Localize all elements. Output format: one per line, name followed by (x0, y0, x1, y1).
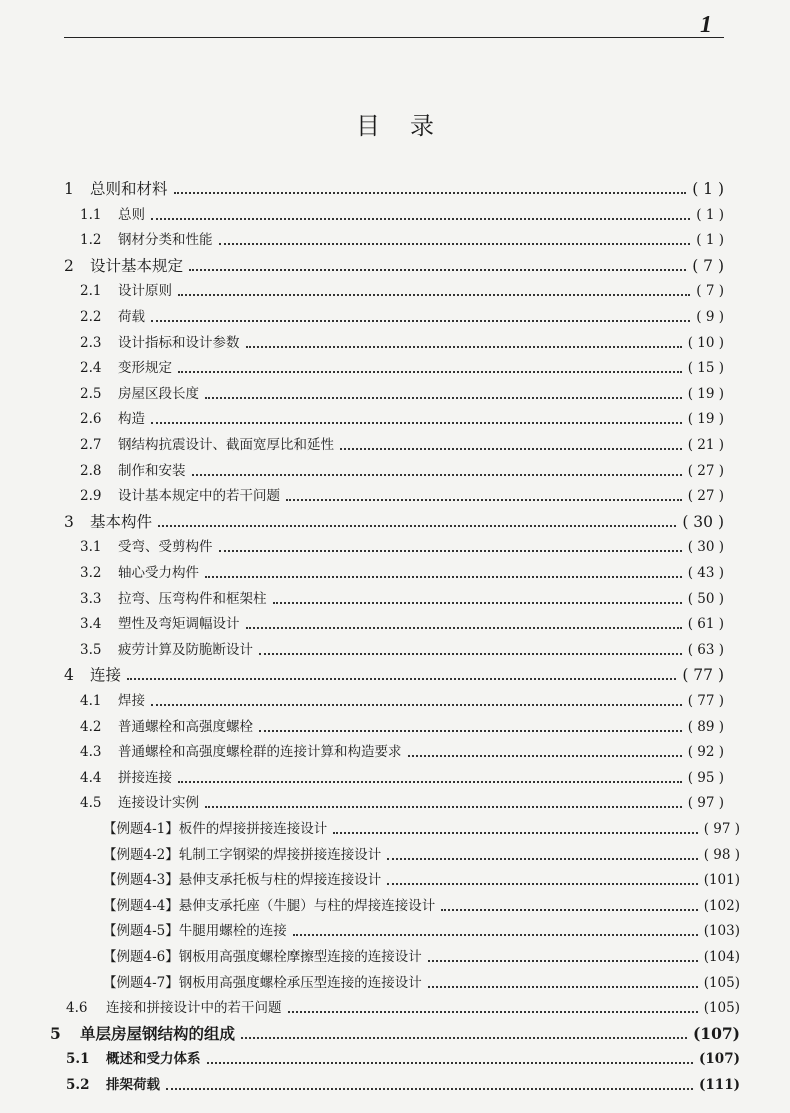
toc-entry-page: ( 1 ) (696, 232, 724, 249)
toc-entry-number: 2.1 (80, 283, 102, 300)
toc-entry-page: ( 21 ) (687, 437, 724, 453)
toc-entry-title: 【例题4-1】板件的焊接拼接连接设计 (103, 821, 328, 837)
toc-entry-number: 2.5 (80, 385, 102, 402)
toc-entry-page: ( 27 ) (687, 488, 724, 505)
toc-entry-title: 普通螺栓和高强度螺栓群的连接计算和构造要求 (118, 744, 402, 761)
dot-leader (387, 883, 697, 885)
toc-entry-number: 4 (64, 666, 74, 685)
toc-entry-title: 钢结构抗震设计、截面宽厚比和延性 (118, 437, 334, 453)
dot-leader (246, 346, 682, 348)
toc-entry-title: 连接 (90, 666, 122, 685)
toc-entry-page: ( 77 ) (682, 666, 724, 685)
toc-entry-title: 塑性及弯矩调幅设计 (118, 616, 240, 633)
toc-entry-page: (111) (699, 1077, 740, 1093)
toc-entry-page: ( 27 ) (687, 462, 724, 479)
toc-entry[interactable] (80, 305, 724, 329)
toc-entry-page: (104) (703, 949, 740, 965)
toc-entry-number: 3.1 (80, 539, 102, 556)
toc-entry-number: 2 (64, 256, 74, 275)
toc-entry-number: 3.3 (80, 590, 102, 607)
toc-entry-title: 基本构件 (90, 512, 153, 531)
toc-entry-title: 普通螺栓和高强度螺栓 (118, 718, 253, 735)
toc-entry[interactable] (80, 203, 724, 227)
toc-entry[interactable] (80, 279, 724, 303)
dot-leader (207, 1062, 694, 1064)
toc-entry-number: 5.1 (66, 1051, 90, 1068)
toc-entry-title: 变形规定 (118, 360, 172, 377)
toc-entry-page: ( 98 ) (703, 846, 740, 863)
dot-leader (178, 781, 682, 783)
toc-entry-title: 设计指标和设计参数 (118, 334, 240, 351)
toc-entry-title: 疲劳计算及防脆断设计 (118, 641, 253, 658)
header-rule (64, 37, 724, 38)
dot-leader (241, 1037, 687, 1039)
toc-entry-number: 1 (64, 180, 74, 198)
toc-entry-page: ( 89 ) (687, 718, 724, 735)
toc-entry-page: ( 97 ) (703, 821, 740, 837)
toc-entry-page: ( 19 ) (687, 385, 724, 402)
toc-entry[interactable] (64, 177, 724, 201)
toc-entry-number: 4.4 (80, 769, 102, 786)
toc-entry[interactable] (80, 459, 724, 483)
toc-entry[interactable] (64, 510, 724, 534)
toc-entry-number: 4.2 (80, 718, 102, 735)
dot-leader (178, 371, 682, 373)
toc-entry-title: 拼接连接 (118, 769, 172, 786)
toc-entry-title: 【例题4-5】牛腿用螺栓的连接 (103, 923, 287, 940)
toc-entry-title: 【例题4-3】悬伸支承托板与柱的焊接连接设计 (103, 872, 382, 889)
toc-entry[interactable] (64, 663, 724, 687)
toc-entry-number: 3 (64, 512, 74, 531)
toc-entry-number: 4.3 (80, 744, 102, 761)
toc-entry-title: 设计原则 (118, 283, 172, 300)
toc-entry[interactable] (80, 382, 724, 406)
dot-leader (189, 269, 686, 271)
toc-entry-title: 制作和安装 (118, 462, 186, 479)
toc-entry[interactable] (80, 791, 724, 815)
dot-leader (127, 678, 676, 680)
dot-leader (151, 422, 682, 424)
toc-entry[interactable] (80, 356, 724, 380)
toc-entry[interactable] (80, 484, 724, 508)
toc-entry-page: (103) (703, 923, 740, 940)
dot-leader (205, 397, 682, 399)
toc-title: 目录 (356, 112, 464, 140)
toc-entry-number: 2.4 (80, 360, 102, 377)
toc-entry-number: 3.5 (80, 641, 102, 658)
toc-entry-page: (101) (703, 872, 740, 889)
toc-entry-number: 2.9 (80, 488, 102, 505)
toc-entry-title: 构造 (118, 411, 145, 428)
dot-leader (151, 320, 690, 322)
toc-entry-title: 连接和拼接设计中的若干问题 (106, 1000, 282, 1017)
toc-entry-page: (105) (703, 974, 740, 991)
toc-entry-number: 1.2 (80, 232, 102, 249)
dot-leader (288, 1011, 698, 1013)
toc-entry-title: 房屋区段长度 (118, 385, 199, 402)
toc-entry[interactable] (80, 331, 724, 355)
dot-leader (246, 627, 682, 629)
toc-entry-title: 钢材分类和性能 (118, 232, 213, 249)
toc-entry-number: 5.2 (66, 1077, 90, 1093)
toc-entry-page: ( 95 ) (687, 769, 724, 786)
toc-entry-page: ( 30 ) (682, 512, 724, 531)
toc-entry-page: ( 10 ) (687, 334, 724, 351)
toc-entry[interactable] (66, 1047, 740, 1071)
toc-entry-number: 2.8 (80, 462, 102, 479)
toc-entry-page: ( 43 ) (687, 565, 724, 581)
toc-entry-title: 【例题4-4】悬伸支承托座（牛腿）与柱的焊接连接设计 (103, 897, 436, 914)
dot-leader (219, 243, 691, 245)
dot-leader (178, 294, 690, 296)
toc-entry-title: 排架荷载 (106, 1077, 160, 1093)
dot-leader (205, 806, 682, 808)
toc-entry-number: 1.1 (80, 206, 102, 223)
dot-leader (259, 730, 682, 732)
toc-entry-page: ( 92 ) (687, 744, 724, 761)
toc-entry-title: 【例题4-6】钢板用高强度螺栓摩擦型连接的连接设计 (103, 949, 422, 965)
toc-entry[interactable] (66, 996, 740, 1020)
toc-entry[interactable] (80, 561, 724, 585)
toc-entry[interactable] (80, 433, 724, 457)
dot-leader (428, 986, 698, 988)
toc-entry-page: ( 61 ) (687, 616, 724, 633)
toc-entry-title: 总则 (118, 206, 145, 223)
toc-entry-title: 【例题4-2】轧制工字钢梁的焊接拼接连接设计 (103, 846, 382, 863)
dot-leader (286, 499, 682, 501)
dot-leader (387, 858, 697, 860)
dot-leader (340, 448, 682, 450)
toc-entry[interactable] (80, 638, 724, 662)
dot-leader (408, 755, 682, 757)
toc-entry-page: ( 97 ) (687, 795, 724, 812)
dot-leader (151, 704, 682, 706)
toc-entry[interactable] (80, 612, 724, 636)
toc-entry-title: 连接设计实例 (118, 795, 199, 812)
toc-entry-page: ( 50 ) (687, 590, 724, 607)
toc-entry-title: 概述和受力体系 (106, 1051, 201, 1068)
toc-entry[interactable] (103, 868, 740, 892)
toc-entry-number: 2.3 (80, 334, 102, 351)
toc-entry-number: 5 (50, 1023, 61, 1043)
toc-entry-title: 焊接 (118, 693, 145, 709)
toc-entry-page: (102) (703, 897, 740, 914)
toc-entry-number: 3.2 (80, 565, 102, 581)
toc-entry-page: ( 7 ) (696, 283, 724, 300)
toc-entry-number: 2.2 (80, 309, 102, 325)
dot-leader (192, 474, 682, 476)
toc-entry-title: 总则和材料 (90, 180, 168, 198)
toc-entry-number: 4.6 (66, 1000, 88, 1017)
toc-entry-title: 设计基本规定中的若干问题 (118, 488, 280, 505)
dot-leader (158, 525, 676, 527)
toc-entry[interactable] (103, 843, 740, 867)
toc-entry[interactable] (103, 817, 740, 841)
toc-entry-page: ( 77 ) (687, 693, 724, 709)
toc-entry-title: 轴心受力构件 (118, 565, 199, 581)
dot-leader (259, 653, 682, 655)
toc-entry-page: ( 19 ) (687, 411, 724, 428)
dot-leader (151, 218, 690, 220)
toc-entry-title: 单层房屋钢结构的组成 (80, 1023, 236, 1043)
toc-entry-title: 【例题4-7】钢板用高强度螺栓承压型连接的连接设计 (103, 974, 422, 991)
toc-entry[interactable] (80, 689, 724, 713)
toc-entry-page: ( 9 ) (696, 309, 724, 325)
toc-entry-title: 荷载 (118, 309, 145, 325)
toc-entry-title: 受弯、受剪构件 (118, 539, 213, 556)
toc-entry[interactable] (66, 1073, 740, 1097)
toc-entry[interactable] (80, 535, 724, 559)
toc-entry-page: ( 1 ) (696, 206, 724, 223)
dot-leader (333, 832, 697, 834)
dot-leader (205, 576, 682, 578)
toc-entry-number: 4.5 (80, 795, 102, 812)
toc-entry[interactable] (103, 919, 740, 943)
dot-leader (174, 192, 687, 194)
toc-entry-page: ( 7 ) (692, 256, 724, 275)
toc-entry[interactable] (80, 407, 724, 431)
toc-entry-page: ( 30 ) (687, 539, 724, 556)
dot-leader (166, 1088, 693, 1090)
dot-leader (273, 602, 682, 604)
toc-entry-number: 4.1 (80, 693, 102, 709)
toc-entry[interactable] (103, 971, 740, 995)
toc-entry-page: ( 1 ) (692, 180, 724, 198)
toc-entry[interactable] (103, 945, 740, 969)
toc-entry-title: 拉弯、压弯构件和框架柱 (118, 590, 267, 607)
toc-entry-number: 2.7 (80, 437, 102, 453)
toc-entry[interactable] (103, 894, 740, 918)
toc-entry[interactable] (50, 1022, 740, 1046)
toc-entry[interactable] (80, 228, 724, 252)
toc-entry[interactable] (80, 587, 724, 611)
toc-entry[interactable] (80, 766, 724, 790)
toc-entry-page: (105) (703, 1000, 740, 1017)
dot-leader (441, 909, 697, 911)
toc-entry-number: 3.4 (80, 616, 102, 633)
dot-leader (219, 550, 682, 552)
toc-entry-page: (107) (692, 1023, 740, 1043)
toc-entry-page: (107) (699, 1051, 740, 1068)
toc-entry-page: ( 63 ) (687, 641, 724, 658)
dot-leader (428, 960, 698, 962)
dot-leader (293, 934, 698, 936)
page-number: 1 (700, 12, 712, 38)
toc-entry[interactable] (80, 715, 724, 739)
toc-entry-page: ( 15 ) (687, 360, 724, 377)
toc-entry[interactable] (80, 740, 724, 764)
toc-entry[interactable] (64, 254, 724, 278)
toc-entry-title: 设计基本规定 (90, 256, 184, 275)
toc-entry-number: 2.6 (80, 411, 102, 428)
